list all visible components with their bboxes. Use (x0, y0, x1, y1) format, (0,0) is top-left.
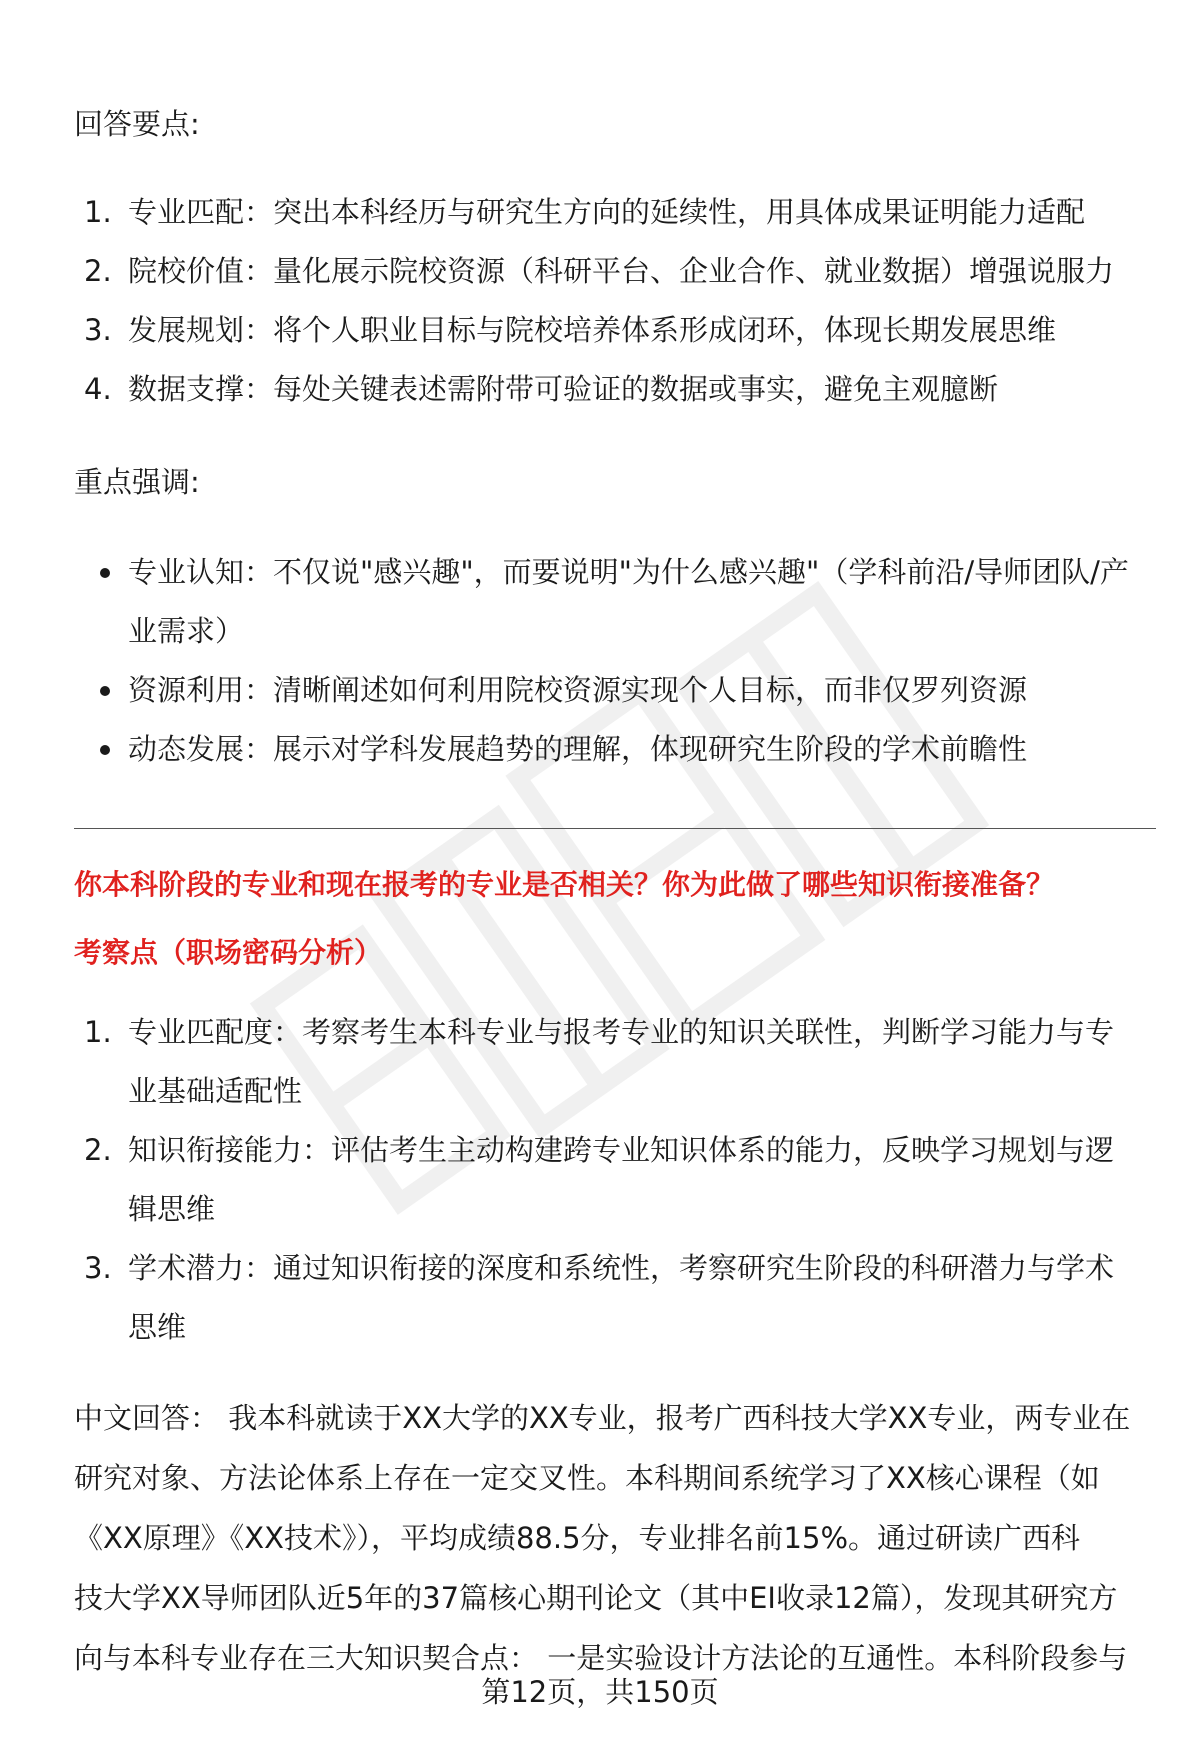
list-item (74, 1121, 1164, 1239)
list-number: 2. (84, 1133, 112, 1167)
answer-paragraph (74, 1388, 1164, 1688)
list-item-text: 专业认知：不仅说"感兴趣"，而要说明"为什么感兴趣"（学科前沿/导师团队/产 (128, 555, 1129, 589)
list-item (74, 360, 1164, 419)
list-item-text: 数据支撑：每处关键表述需附带可验证的数据或事实，避免主观臆断 (128, 372, 999, 406)
list-item (74, 183, 1164, 242)
list-item-text: 学术潜力：通过知识衔接的深度和系统性，考察研究生阶段的科研潜力与学术 (128, 1251, 1115, 1285)
assessment-points-list (74, 1003, 1164, 1357)
list-item (74, 1239, 1164, 1357)
list-item-text: 知识衔接能力：评估考生主动构建跨专业知识体系的能力，反映学习规划与逻 (128, 1133, 1115, 1167)
answer-points-list (74, 183, 1164, 419)
paragraph-line: 向与本科专业存在三大知识契合点： 一是实验设计方法论的互通性。本科阶段参与 (74, 1641, 1128, 1675)
list-item (74, 242, 1164, 301)
list-item (74, 720, 1164, 779)
section-divider (74, 828, 1156, 829)
list-item-text: 专业匹配度：考察考生本科专业与报考专业的知识关联性，判断学习能力与专 (128, 1015, 1115, 1049)
list-item (74, 661, 1164, 720)
list-item-text-continued: 业需求） (128, 614, 245, 648)
page-number: 第12页，共150页 (481, 1675, 719, 1709)
list-item (74, 301, 1164, 360)
list-number: 1. (84, 1015, 112, 1049)
section-heading-emphasis: 重点强调: (74, 465, 200, 499)
bullet-icon (100, 568, 110, 578)
paragraph-line: 研究对象、方法论体系上存在一定交叉性。本科期间系统学习了XX核心课程（如 (74, 1461, 1100, 1495)
list-number: 3. (84, 1251, 112, 1285)
list-item-text: 资源利用：清晰阐述如何利用院校资源实现个人目标，而非仅罗列资源 (128, 673, 1028, 707)
list-number: 4. (84, 372, 112, 406)
paragraph-line: 技大学XX导师团队近5年的37篇核心期刊论文（其中EI收录12篇），发现其研究方 (74, 1581, 1118, 1615)
bullet-icon (100, 686, 110, 696)
question-title: 你本科阶段的专业和现在报考的专业是否相关？你为此做了哪些知识衔接准备？ (74, 868, 1055, 901)
list-item-text: 动态发展：展示对学科发展趋势的理解，体现研究生阶段的学术前瞻性 (128, 732, 1028, 766)
list-item-text-continued: 思维 (128, 1310, 187, 1344)
list-item (74, 543, 1164, 661)
list-item-text-continued: 辑思维 (128, 1192, 216, 1226)
emphasis-list (74, 543, 1164, 779)
question-subtitle: 考察点（职场密码分析） (74, 936, 383, 969)
section-heading-answer-points: 回答要点: (74, 107, 200, 141)
list-number: 1. (84, 195, 112, 229)
list-item (74, 1003, 1164, 1121)
paragraph-line: 中文回答： 我本科就读于XX大学的XX专业，报考广西科技大学XX专业，两专业在 (74, 1401, 1131, 1435)
list-number: 2. (84, 254, 112, 288)
bullet-icon (100, 745, 110, 755)
list-item-text-continued: 业基础适配性 (128, 1074, 303, 1108)
paragraph-line: 《XX原理》《XX技术》），平均成绩88.5分，专业排名前15%。通过研读广西科 (74, 1521, 1080, 1555)
list-item-text: 发展规划：将个人职业目标与院校培养体系形成闭环，体现长期发展思维 (128, 313, 1057, 347)
list-item-text: 院校价值：量化展示院校资源（科研平台、企业合作、就业数据）增强说服力 (128, 254, 1115, 288)
list-number: 3. (84, 313, 112, 347)
list-item-text: 专业匹配：突出本科经历与研究生方向的延续性，用具体成果证明能力适配 (128, 195, 1086, 229)
